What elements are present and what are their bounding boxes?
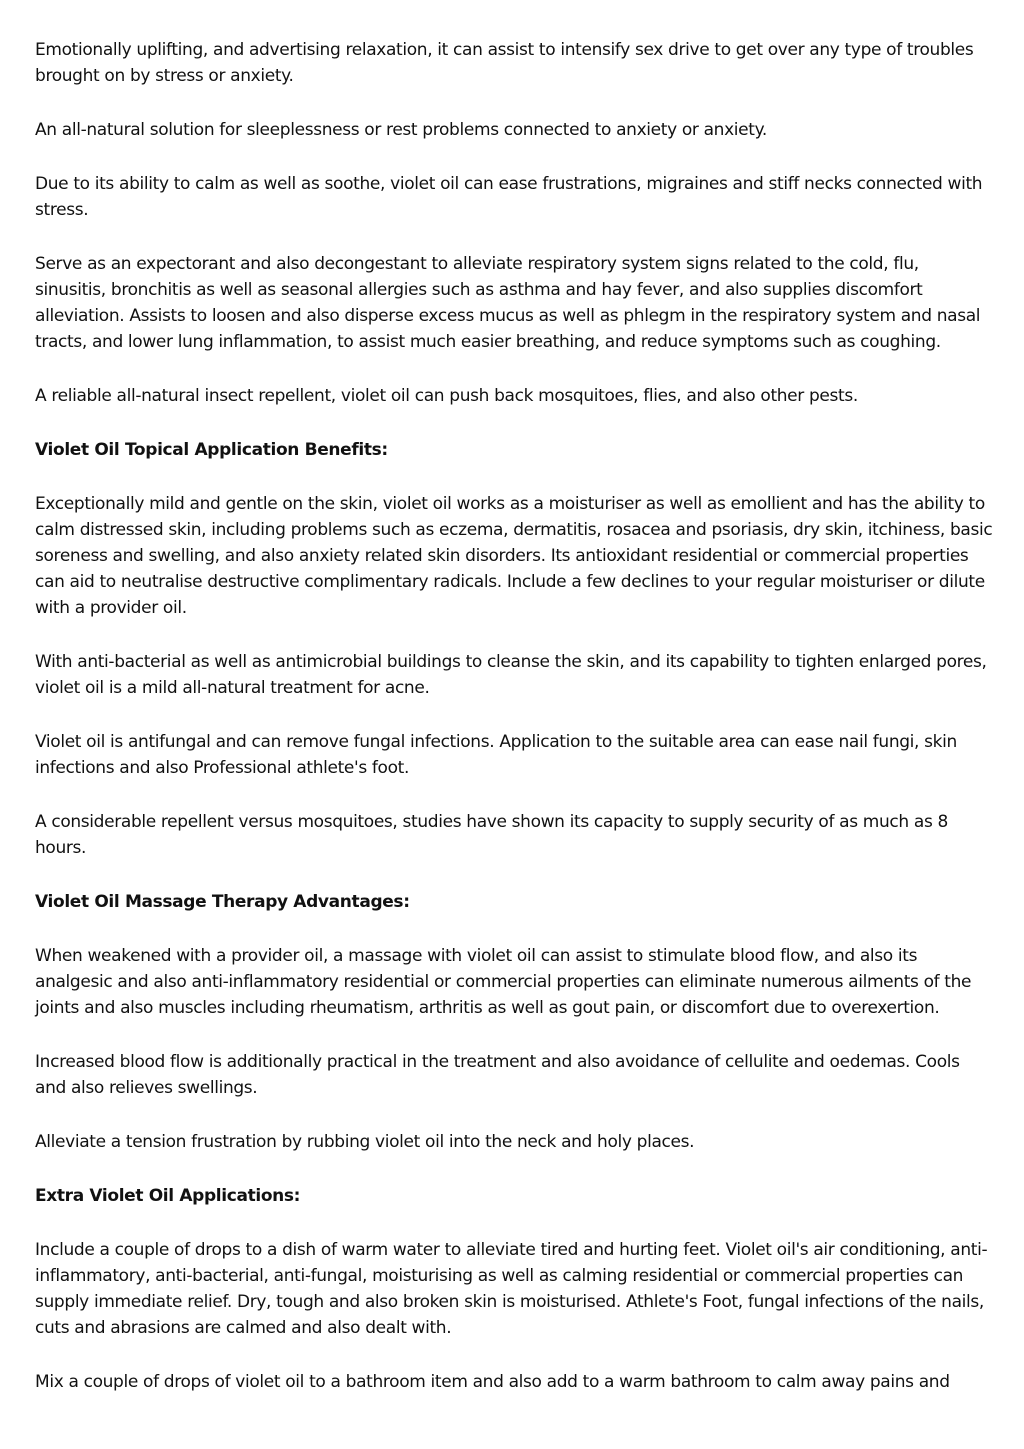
paragraph-skin: Exceptionally mild and gentle on the skin, violet oil works as a moisturiser as well as emollient and has the ability to calm distressed skin, including problems such as eczema, dermatitis, rosacea and psoriasis, dry skin, itchiness, basic soreness and swelling, and also anxiety related skin disorders. Its antioxidant residential or commercial properties can aid to neutralise destructive complimentary radicals. Include a few declines to your regular moisturiser or dilute with a provider oil. xyxy=(35,494,993,618)
document-body xyxy=(35,37,993,1423)
paragraph-sleep: An all-natural solution for sleeplessness or rest problems connected to anxiety or anxiety. xyxy=(35,120,767,140)
paragraph-acne: With anti-bacterial as well as antimicrobial buildings to cleanse the skin, and its capability to tighten enlarged pores, violet oil is a mild all-natural treatment for acne. xyxy=(35,652,987,698)
paragraph-insect-repellent: A reliable all-natural insect repellent, violet oil can push back mosquitoes, flies, and also other pests. xyxy=(35,386,858,406)
paragraph-feet: Include a couple of drops to a dish of warm water to alleviate tired and hurting feet. Violet oil's air conditioning, anti-inflammatory, anti-bacterial, anti-fungal, moisturising as well as calming residential or commercial properties can supply immediate relief. Dry, tough and also broken skin is moisturised. Athlete's Foot, fungal infections of the nails, cuts and abrasions are calmed and also dealt with. xyxy=(35,1240,988,1338)
heading-topical-benefits: Violet Oil Topical Application Benefits: xyxy=(35,440,388,460)
heading-extra-applications: Extra Violet Oil Applications: xyxy=(35,1186,301,1206)
paragraph-blood-flow: Increased blood flow is additionally practical in the treatment and also avoidance of cellulite and oedemas. Cools and also relieves swellings. xyxy=(35,1052,960,1098)
paragraph-headache: Due to its ability to calm as well as soothe, violet oil can ease frustrations, migraines and stiff necks connected with stress. xyxy=(35,174,983,220)
paragraph-bath: Mix a couple of drops of violet oil to a bathroom item and also add to a warm bathroom to calm away pains and xyxy=(35,1372,950,1392)
paragraph-respiratory: Serve as an expectorant and also decongestant to alleviate respiratory system signs related to the cold, flu, sinusitis, bronchitis as well as seasonal allergies such as asthma and hay fever, and also supplies discomfort alleviation. Assists to loosen and also disperse excess mucus as well as phlegm in the respiratory system and nasal tracts, and lower lung inflammation, to assist much easier breathing, and reduce symptoms such as coughing. xyxy=(35,254,981,352)
paragraph-massage: When weakened with a provider oil, a massage with violet oil can assist to stimulate blood flow, and also its analgesic and also anti-inflammatory residential or commercial properties can eliminate numerous ailments of the joints and also muscles including rheumatism, arthritis as well as gout pain, or discomfort due to overexertion. xyxy=(35,946,972,1018)
heading-massage-advantages: Violet Oil Massage Therapy Advantages: xyxy=(35,892,410,912)
paragraph-tension: Alleviate a tension frustration by rubbing violet oil into the neck and holy places. xyxy=(35,1132,695,1152)
paragraph-antifungal: Violet oil is antifungal and can remove fungal infections. Application to the suitable area can ease nail fungi, skin infections and also Professional athlete's foot. xyxy=(35,732,957,778)
paragraph-libido: Emotionally uplifting, and advertising relaxation, it can assist to intensify sex drive to get over any type of troubles brought on by stress or anxiety. xyxy=(35,40,974,86)
paragraph-mosquito: A considerable repellent versus mosquitoes, studies have shown its capacity to supply security of as much as 8 hours. xyxy=(35,812,948,858)
